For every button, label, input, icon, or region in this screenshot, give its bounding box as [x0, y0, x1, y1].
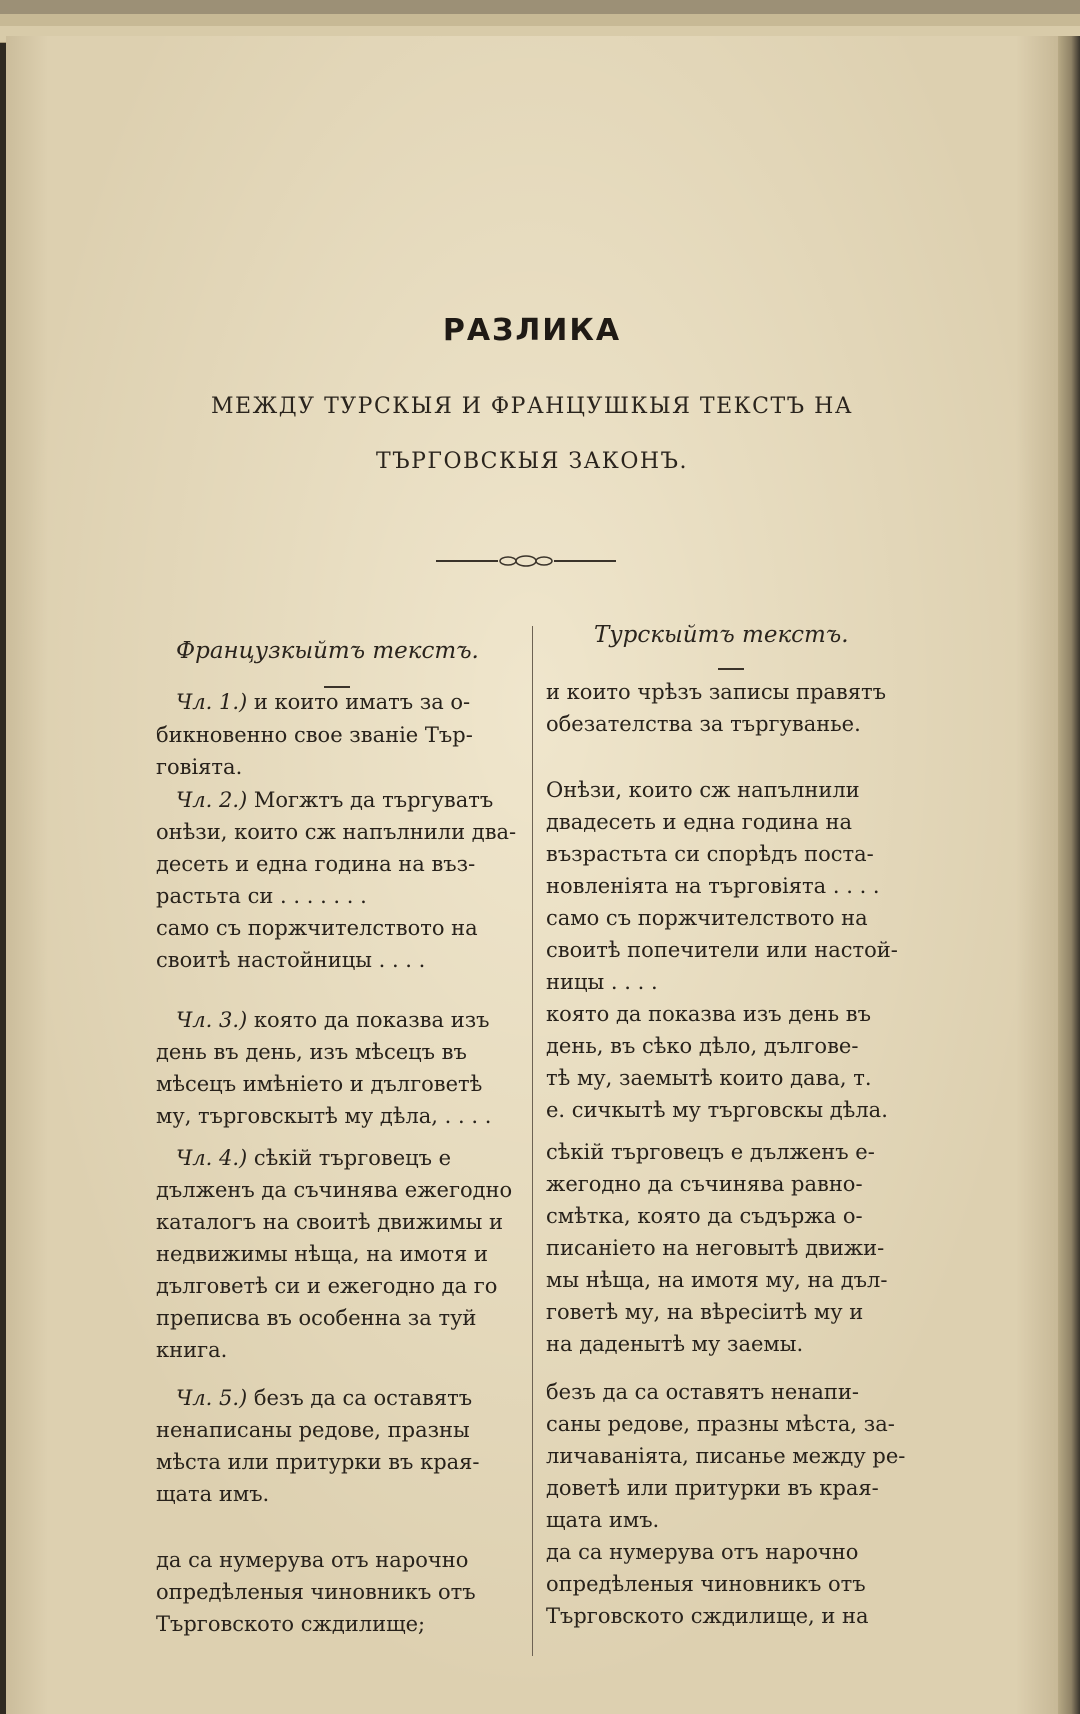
left-line-text: Могжтъ да търгуватъ	[247, 788, 494, 812]
left-text-line	[156, 1302, 476, 1334]
right-text-line: щата имъ.	[546, 1508, 660, 1532]
left-line-text: говіята.	[156, 755, 243, 779]
right-text-line: саны редове, празны мѣста, за-	[546, 1412, 895, 1436]
header-dash	[718, 668, 744, 670]
left-text-line	[156, 1576, 476, 1608]
right-text-line: день, въ сѣко дѣло, дългове-	[546, 1034, 859, 1058]
right-text-line: да са нумерува отъ нарочно	[546, 1540, 859, 1564]
article-number: Чл. 3.)	[176, 1008, 248, 1032]
right-text-line: която да показва изъ день въ	[546, 1002, 871, 1026]
right-text-line: ницы . . . .	[546, 970, 658, 994]
left-line-text: бикновенно свое званіе Тър-	[156, 723, 473, 747]
right-text-line: Онѣзи, които сж напълнили	[546, 778, 860, 802]
right-text-line: смѣтка, която да съдържа о-	[546, 1204, 863, 1228]
left-text-line	[156, 1544, 468, 1576]
left-text-line	[156, 848, 475, 880]
left-line-text: день въ день, изъ мѣсецъ въ	[156, 1040, 467, 1064]
right-text-line: личаваніята, писанье между ре-	[546, 1444, 906, 1468]
article-number: Чл. 1.)	[176, 690, 248, 714]
left-line-text: книга.	[156, 1338, 228, 1362]
ornament-divider	[436, 551, 616, 571]
left-text-line	[156, 1036, 467, 1068]
left-text-line	[176, 1142, 451, 1174]
left-line-text: ненаписаны редове, празны	[156, 1418, 470, 1442]
left-text-line	[156, 1478, 269, 1510]
left-line-text: щата имъ.	[156, 1482, 270, 1506]
left-text-line	[156, 1270, 497, 1302]
column-divider	[532, 626, 533, 1656]
left-text-line	[156, 1446, 480, 1478]
left-line-text: мѣсецъ имѣніето и дълговетѣ	[156, 1072, 483, 1096]
page-subtitle-line-1: МЕЖДУ ТУРСКЫЯ И ФРАНЦУШКЫЯ ТЕКСТЪ НА	[210, 394, 854, 419]
left-text-line	[156, 1608, 425, 1640]
left-line-text: опредѣленыя чиновникъ отъ	[156, 1580, 476, 1604]
left-line-text: дълговетѣ си и ежегодно да го	[156, 1274, 498, 1298]
left-line-text: растьта си . . . . . . .	[156, 884, 367, 908]
right-text-line: доветѣ или притурки въ края-	[546, 1476, 879, 1500]
left-text-line	[156, 1238, 488, 1270]
left-text-line	[156, 719, 473, 751]
left-line-text: дълженъ да съчинява ежегодно	[156, 1178, 513, 1202]
left-line-text: каталогъ на своитѣ движимы и	[156, 1210, 503, 1234]
right-text-line: на даденытѣ му заемы.	[546, 1332, 804, 1356]
left-text-line	[176, 1004, 490, 1036]
left-text-line	[176, 686, 470, 718]
left-text-line	[156, 1068, 482, 1100]
right-text-line: жегодно да съчинява равно-	[546, 1172, 863, 1196]
right-text-line: само съ поржчителството на	[546, 906, 868, 930]
right-text-line: е. сичкытѣ му търговскы дѣла.	[546, 1098, 888, 1122]
article-number: Чл. 4.)	[176, 1146, 248, 1170]
left-text-line	[176, 1382, 472, 1414]
right-text-line: своитѣ попечители или настой-	[546, 938, 898, 962]
right-text-line: тѣ му, заемытѣ които дава, т.	[546, 1066, 872, 1090]
right-text-line: опредѣленыя чиновникъ отъ	[546, 1572, 866, 1596]
right-column-header: Турскыйтъ текстъ.	[594, 622, 849, 648]
right-text-line: възрастьта си спорѣдъ поста-	[546, 842, 874, 866]
left-text-line	[156, 751, 242, 783]
left-line-text: десеть и една година на въз-	[156, 852, 476, 876]
left-text-line	[156, 944, 425, 976]
left-line-text: му, търговскытѣ му дѣла, . . . .	[156, 1104, 492, 1128]
left-line-text: да са нумерува отъ нарочно	[156, 1548, 469, 1572]
left-line-text: безъ да са оставятъ	[247, 1386, 473, 1410]
left-text-line	[156, 1414, 470, 1446]
left-line-text: Търговското сждилище;	[156, 1612, 426, 1636]
left-text-line	[156, 880, 367, 912]
left-line-text: онѣзи, които сж напълнили два-	[156, 820, 517, 844]
left-line-text: и които иматъ за о-	[247, 690, 471, 714]
left-text-line	[156, 1206, 503, 1238]
article-number: Чл. 5.)	[176, 1386, 248, 1410]
right-text-line: безъ да са оставятъ ненапи-	[546, 1380, 859, 1404]
right-text-line: обезателства за търгуванье.	[546, 712, 861, 736]
left-text-line	[156, 816, 516, 848]
right-text-line: двадесеть и една година на	[546, 810, 853, 834]
left-line-text: недвижимы нѣща, на имотя и	[156, 1242, 488, 1266]
page-title: РАЗЛИКА	[442, 313, 622, 348]
right-text-line: сѣкій търговецъ е дълженъ е-	[546, 1140, 875, 1164]
left-text-line	[176, 784, 493, 816]
left-text-line	[156, 1334, 227, 1366]
right-text-line: писаніето на неговытѣ движи-	[546, 1236, 885, 1260]
left-line-text: мѣста или притурки въ края-	[156, 1450, 480, 1474]
left-line-text: своитѣ настойницы . . . .	[156, 948, 426, 972]
left-line-text: само съ поржчителството на	[156, 916, 478, 940]
left-text-line	[156, 1174, 512, 1206]
left-line-text: която да показва изъ	[247, 1008, 490, 1032]
page-subtitle-line-2: ТЪРГОВСКЫЯ ЗАКОНЪ.	[375, 449, 689, 474]
document-page	[6, 36, 1058, 1714]
right-text-line: мы нѣща, на имотя му, на дъл-	[546, 1268, 888, 1292]
left-line-text: сѣкій търговецъ е	[247, 1146, 452, 1170]
right-text-line: говетѣ му, на вѣресіитѣ му и	[546, 1300, 864, 1324]
left-column-header: Французкыйтъ текстъ.	[176, 638, 479, 664]
left-text-line	[156, 1100, 491, 1132]
right-text-line: и които чрѣзъ записы правятъ	[546, 680, 886, 704]
left-text-line	[156, 912, 478, 944]
right-text-line: Търговското сждилище, и на	[546, 1604, 869, 1628]
article-number: Чл. 2.)	[176, 788, 248, 812]
right-text-line: новленіята на търговіята . . . .	[546, 874, 880, 898]
left-line-text: преписва въ особенна за туй	[156, 1306, 477, 1330]
book-spine-shadow	[1058, 36, 1080, 1714]
